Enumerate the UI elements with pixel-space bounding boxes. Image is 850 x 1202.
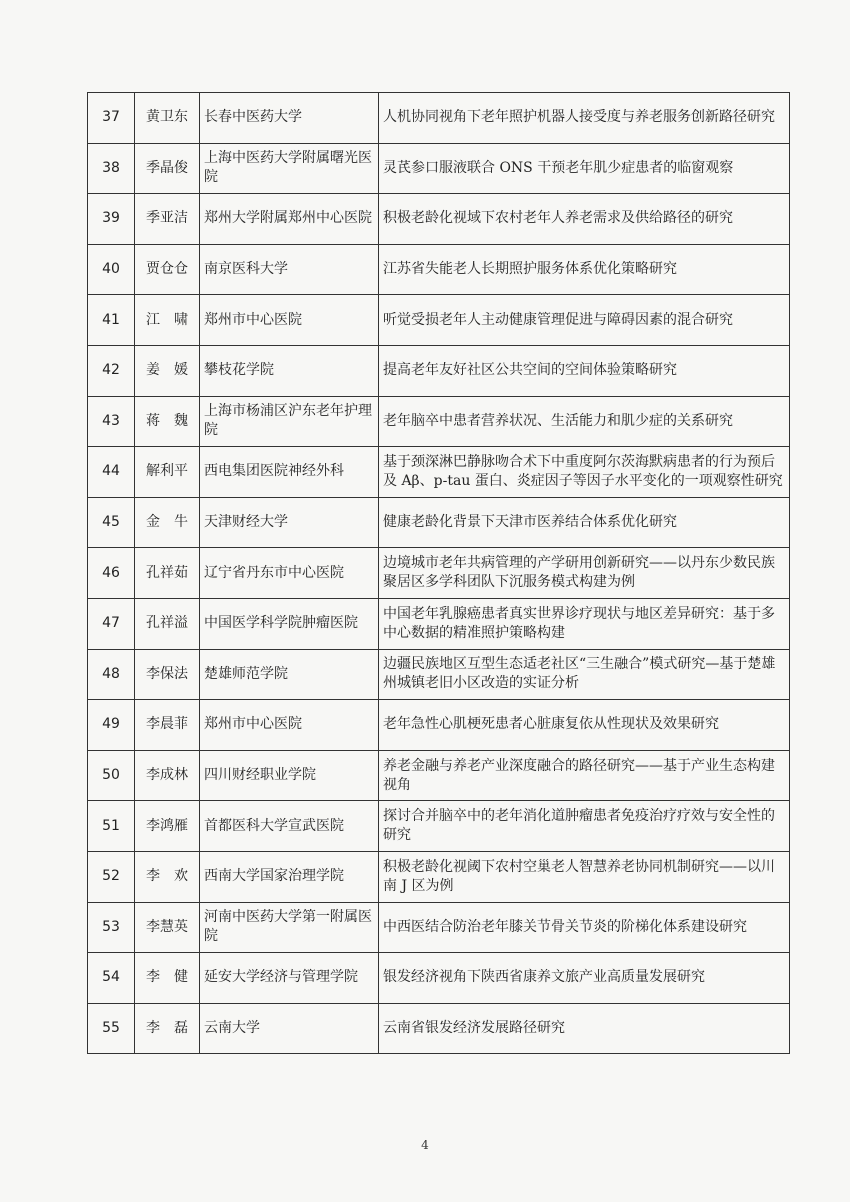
applicant-name-cell: 孔祥溢 <box>135 598 200 649</box>
table-row <box>88 194 790 245</box>
table-row <box>88 396 790 447</box>
row-number-cell: 42 <box>88 345 135 396</box>
table-body <box>88 93 790 1054</box>
table-row <box>88 497 790 548</box>
institution-cell: 首都医科大学宣武医院 <box>200 801 379 852</box>
institution-cell: 西南大学国家治理学院 <box>200 851 379 902</box>
project-title-cell: 健康老龄化背景下天津市医养结合体系优化研究 <box>379 497 790 548</box>
applicant-name-cell: 蒋 魏 <box>135 396 200 447</box>
applicant-name-cell: 李 磊 <box>135 1003 200 1054</box>
institution-cell: 郑州市中心医院 <box>200 700 379 751</box>
table-row <box>88 295 790 346</box>
project-title-cell: 探讨合并脑卒中的老年消化道肿瘤患者免疫治疗疗效与安全性的研究 <box>379 801 790 852</box>
applicant-name-cell: 李晨菲 <box>135 700 200 751</box>
row-number-cell: 54 <box>88 953 135 1004</box>
applicant-name-cell: 季亚洁 <box>135 194 200 245</box>
institution-cell: 中国医学科学院肿瘤医院 <box>200 598 379 649</box>
row-number-cell: 51 <box>88 801 135 852</box>
applicant-name-cell: 李鸿雁 <box>135 801 200 852</box>
table-row <box>88 345 790 396</box>
table-row <box>88 700 790 751</box>
institution-cell: 攀枝花学院 <box>200 345 379 396</box>
table-row <box>88 598 790 649</box>
project-title-cell: 基于颈深淋巴静脉吻合术下中重度阿尔茨海默病患者的行为预后及 Aβ、p-tau 蛋白、炎症因子等因子水平变化的一项观察性研究 <box>379 447 790 498</box>
row-number-cell: 53 <box>88 902 135 953</box>
row-number-cell: 45 <box>88 497 135 548</box>
institution-cell: 天津财经大学 <box>200 497 379 548</box>
page-number: 4 <box>421 1138 429 1152</box>
project-title-cell: 云南省银发经济发展路径研究 <box>379 1003 790 1054</box>
row-number-cell: 44 <box>88 447 135 498</box>
table-row <box>88 447 790 498</box>
project-title-cell: 积极老龄化视阈下农村空巢老人智慧养老协同机制研究——以川南 J 区为例 <box>379 851 790 902</box>
project-title-cell: 老年脑卒中患者营养状况、生活能力和肌少症的关系研究 <box>379 396 790 447</box>
table-row <box>88 649 790 700</box>
institution-cell: 楚雄师范学院 <box>200 649 379 700</box>
project-title-cell: 边境城市老年共病管理的产学研用创新研究——以丹东少数民族聚居区多学科团队下沉服务模式构建为例 <box>379 548 790 599</box>
institution-cell: 河南中医药大学第一附属医院 <box>200 902 379 953</box>
table-row <box>88 93 790 144</box>
project-title-cell: 边疆民族地区互型生态适老社区“三生融合”模式研究—基于楚雄州城镇老旧小区改造的实证分析 <box>379 649 790 700</box>
applicant-name-cell: 李 健 <box>135 953 200 1004</box>
row-number-cell: 50 <box>88 750 135 801</box>
institution-cell: 辽宁省丹东市中心医院 <box>200 548 379 599</box>
row-number-cell: 37 <box>88 93 135 144</box>
project-title-cell: 灵芪参口服液联合 ONS 干预老年肌少症患者的临窗观察 <box>379 143 790 194</box>
applicant-name-cell: 姜 媛 <box>135 345 200 396</box>
row-number-cell: 52 <box>88 851 135 902</box>
applicant-name-cell: 孔祥茹 <box>135 548 200 599</box>
applicant-name-cell: 江 啸 <box>135 295 200 346</box>
project-title-cell: 中西医结合防治老年膝关节骨关节炎的阶梯化体系建设研究 <box>379 902 790 953</box>
institution-cell: 云南大学 <box>200 1003 379 1054</box>
row-number-cell: 48 <box>88 649 135 700</box>
table-row <box>88 244 790 295</box>
row-number-cell: 55 <box>88 1003 135 1054</box>
applicant-name-cell: 李保法 <box>135 649 200 700</box>
project-title-cell: 江苏省失能老人长期照护服务体系优化策略研究 <box>379 244 790 295</box>
institution-cell: 延安大学经济与管理学院 <box>200 953 379 1004</box>
institution-cell: 郑州市中心医院 <box>200 295 379 346</box>
row-number-cell: 49 <box>88 700 135 751</box>
table-row <box>88 902 790 953</box>
applicant-name-cell: 贾仓仓 <box>135 244 200 295</box>
table-row <box>88 851 790 902</box>
institution-cell: 郑州大学附属郑州中心医院 <box>200 194 379 245</box>
project-title-cell: 积极老龄化视域下农村老年人养老需求及供给路径的研究 <box>379 194 790 245</box>
table-row <box>88 801 790 852</box>
project-title-cell: 提高老年友好社区公共空间的空间体验策略研究 <box>379 345 790 396</box>
institution-cell: 上海中医药大学附属曙光医院 <box>200 143 379 194</box>
row-number-cell: 39 <box>88 194 135 245</box>
project-title-cell: 养老金融与养老产业深度融合的路径研究——基于产业生态构建视角 <box>379 750 790 801</box>
row-number-cell: 40 <box>88 244 135 295</box>
table-row <box>88 750 790 801</box>
institution-cell: 南京医科大学 <box>200 244 379 295</box>
applicant-name-cell: 解利平 <box>135 447 200 498</box>
project-title-cell: 老年急性心肌梗死患者心脏康复依从性现状及效果研究 <box>379 700 790 751</box>
project-title-cell: 银发经济视角下陕西省康养文旅产业高质量发展研究 <box>379 953 790 1004</box>
institution-cell: 长春中医药大学 <box>200 93 379 144</box>
institution-cell: 四川财经职业学院 <box>200 750 379 801</box>
row-number-cell: 47 <box>88 598 135 649</box>
project-title-cell: 听觉受损老年人主动健康管理促进与障碍因素的混合研究 <box>379 295 790 346</box>
project-title-cell: 中国老年乳腺癌患者真实世界诊疗现状与地区差异研究：基于多中心数据的精准照护策略构建 <box>379 598 790 649</box>
applicant-name-cell: 金 牛 <box>135 497 200 548</box>
institution-cell: 西电集团医院神经外科 <box>200 447 379 498</box>
row-number-cell: 41 <box>88 295 135 346</box>
applicant-name-cell: 李成林 <box>135 750 200 801</box>
row-number-cell: 46 <box>88 548 135 599</box>
project-title-cell: 人机协同视角下老年照护机器人接受度与养老服务创新路径研究 <box>379 93 790 144</box>
table-row <box>88 1003 790 1054</box>
table-row <box>88 953 790 1004</box>
row-number-cell: 38 <box>88 143 135 194</box>
institution-cell: 上海市杨浦区沪东老年护理院 <box>200 396 379 447</box>
applicant-name-cell: 季晶俊 <box>135 143 200 194</box>
applicant-name-cell: 李慧英 <box>135 902 200 953</box>
row-number-cell: 43 <box>88 396 135 447</box>
project-list-table <box>87 92 790 1054</box>
applicant-name-cell: 李 欢 <box>135 851 200 902</box>
applicant-name-cell: 黄卫东 <box>135 93 200 144</box>
table-row <box>88 143 790 194</box>
table-row <box>88 548 790 599</box>
